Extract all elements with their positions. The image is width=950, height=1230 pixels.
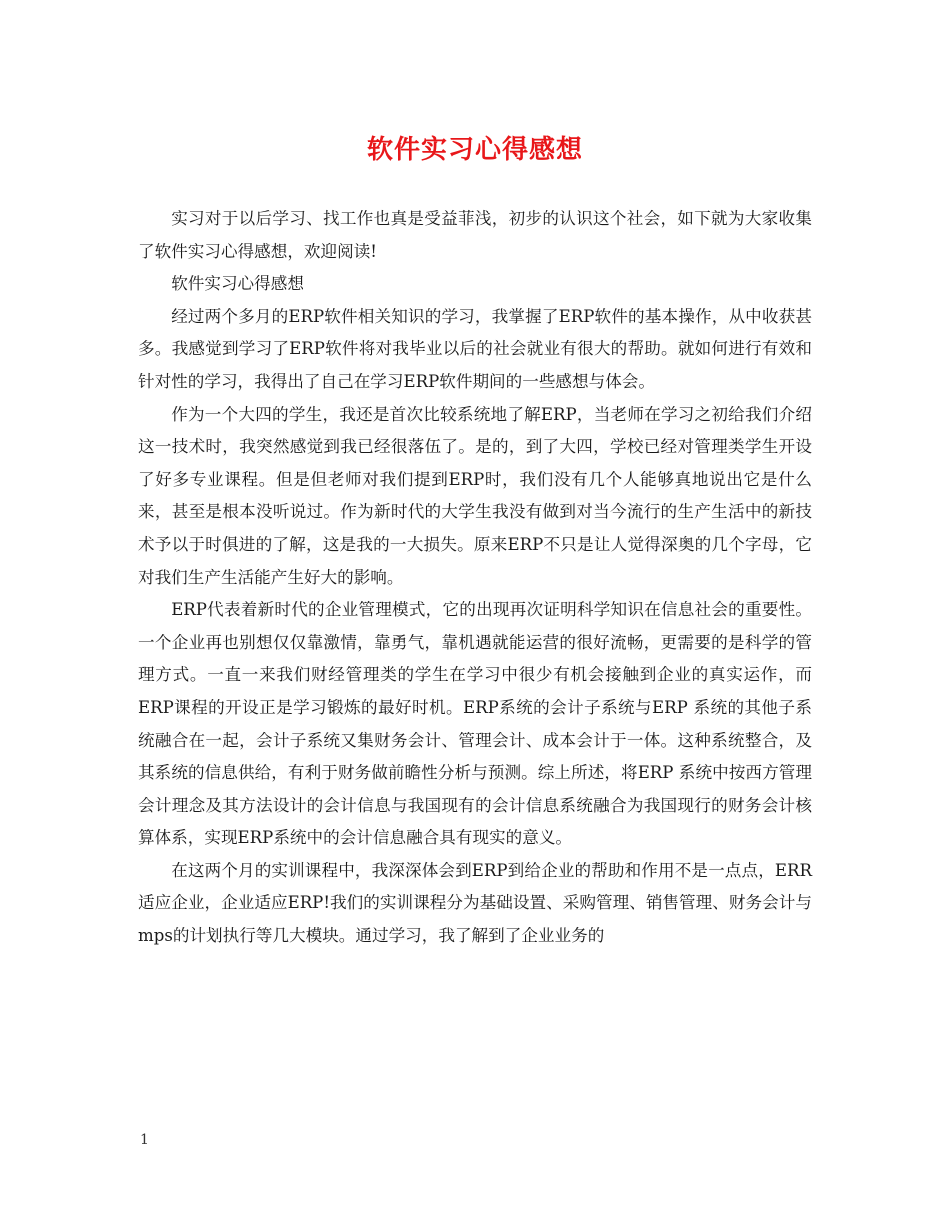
paragraph-erp-management: ERP代表着新时代的企业管理模式，它的出现再次证明科学知识在信息社会的重要性。一个企业再也别想仅仅靠激情，靠勇气，靠机遇就能运营的很好流畅，更需要的是科学的管理方式。一直一来我们财经管理类的学生在学习中很少有机会接触到企业的真实运作，而ERP课程的开设正是学习锻炼的最好时机。ERP系统的会计子系统与ERP 系统的其他子系统融合在一起，会计子系统又集财务会计、管理会计、成本会计于一体。这种系统整合，及其系统的信息供给，有利于财务做前瞻性分析与预测。综上所述，将ERP 系统中按西方管理会计理念及其方法设计的会计信息与我国现有的会计信息系统融合为我国现行的财务会计核算体系，实现ERP系统中的会计信息融合具有现实的意义。 xyxy=(138,600,812,848)
document-body xyxy=(138,203,812,953)
paragraph-erp-learning: 经过两个多月的ERP软件相关知识的学习，我掌握了ERP软件的基本操作，从中收获甚多。我感觉到学习了ERP软件将对我毕业以后的社会就业有很大的帮助。就如何进行有效和针对性的学习，我得出了自己在学习ERP软件期间的一些感想与体会。 xyxy=(138,306,812,391)
paragraph-training-course: 在这两个月的实训课程中，我深深体会到ERP到给企业的帮助和作用不是一点点，ERR适应企业，企业适应ERP!我们的实训课程分为基础设置、采购管理、销售管理、财务会计与mps的计划执行等几大模块。通过学习，我了解到了企业业务的 xyxy=(138,860,812,946)
paragraph-intro: 实习对于以后学习、找工作也真是受益菲浅，初步的认识这个社会，如下就为大家收集了软件实习心得感想，欢迎阅读! xyxy=(138,209,812,261)
page-number: 1 xyxy=(140,1132,149,1148)
paragraph-senior-student: 作为一个大四的学生，我还是首次比较系统地了解ERP，当老师在学习之初给我们介绍这一技术时，我突然感觉到我已经很落伍了。是的，到了大四，学校已经对管理类学生开设了好多专业课程。但是但老师对我们提到ERP时，我们没有几个人能够真地说出它是什么来，甚至是根本没听说过。作为新时代的大学生我没有做到对当今流行的生产生活中的新技术予以于时俱进的了解，这是我的一大损失。原来ERP不只是让人觉得深奥的几个字母，它对我们生产生活能产生好大的影响。 xyxy=(138,404,812,587)
paragraph-subheading: 软件实习心得感想 xyxy=(171,274,304,294)
document-title: 软件实习心得感想 xyxy=(366,135,583,165)
